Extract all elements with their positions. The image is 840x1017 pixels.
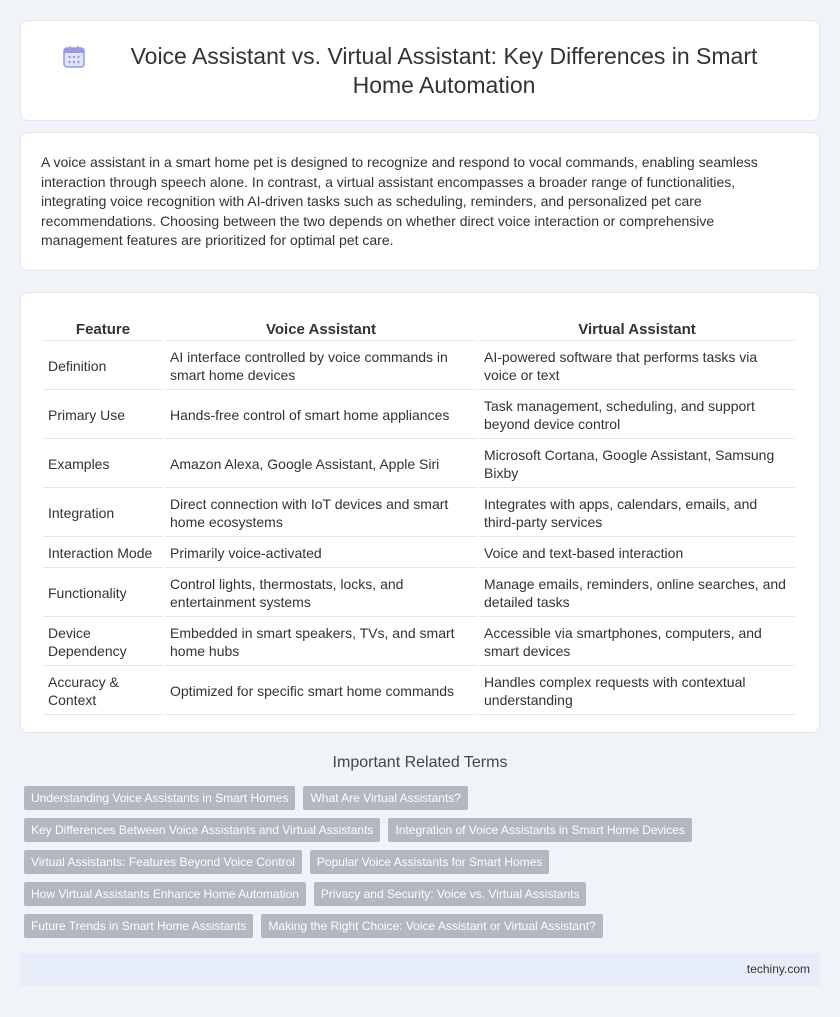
tag-row [24,882,824,906]
table-cell-feature: Definition [43,343,163,390]
related-terms-list [24,786,824,946]
table-cell-feature: Interaction Mode [43,539,163,568]
table-cell-virtual: Voice and text-based interaction [479,539,795,568]
table-cell-voice: Hands-free control of smart home appliances [165,392,477,439]
table-cell-feature: Integration [43,490,163,537]
table-cell-feature: Examples [43,441,163,488]
related-term-link[interactable]: Integration of Voice Assistants in Smart Home Devices [388,818,691,842]
tag-row [24,786,824,810]
column-header-feature: Feature [43,318,163,341]
column-header-voice-assistant: Voice Assistant [165,318,477,341]
intro-paragraph: A voice assistant in a smart home pet is designed to recognize and respond to vocal commands, enabling seamless interaction through speech alone. In contrast, a virtual assistant encompasses a broader range of functionalities, integrating voice recognition with AI-driven tasks such as scheduling, reminders, and personalized pet care recommendations. Choosing between the two depends on whether direct voice interaction or comprehensive management features are prioritized for optimal pet care. [41,154,758,249]
table-row [43,570,795,617]
table-cell-feature: Functionality [43,570,163,617]
table-row [43,619,795,666]
table-cell-virtual: Handles complex requests with contextual understanding [479,668,795,715]
comparison-table [41,316,797,717]
table-header-row [43,318,795,341]
table-cell-virtual: Manage emails, reminders, online searches, and detailed tasks [479,570,795,617]
table-cell-virtual: AI-powered software that performs tasks via voice or text [479,343,795,390]
header-inner [61,42,779,100]
table-row [43,490,795,537]
comparison-table-card [20,292,820,733]
intro-card [20,132,820,271]
table-row [43,668,795,715]
header-card [20,20,820,121]
related-term-link[interactable]: Popular Voice Assistants for Smart Homes [310,850,549,874]
calendar-icon [61,44,87,70]
table-cell-feature: Accuracy & Context [43,668,163,715]
footer [20,953,820,986]
table-cell-virtual: Task management, scheduling, and support beyond device control [479,392,795,439]
related-term-link[interactable]: Understanding Voice Assistants in Smart Homes [24,786,295,810]
table-cell-virtual: Accessible via smartphones, computers, and smart devices [479,619,795,666]
related-term-link[interactable]: Privacy and Security: Voice vs. Virtual Assistants [314,882,587,906]
table-cell-feature: Device Dependency [43,619,163,666]
related-term-link[interactable]: Making the Right Choice: Voice Assistant or Virtual Assistant? [261,914,602,938]
related-term-link[interactable]: Virtual Assistants: Features Beyond Voice Control [24,850,302,874]
table-cell-virtual: Integrates with apps, calendars, emails, and third-party services [479,490,795,537]
related-term-link[interactable]: What Are Virtual Assistants? [303,786,468,810]
related-terms-title: Important Related Terms [332,754,508,771]
tag-row [24,818,824,842]
table-cell-feature: Primary Use [43,392,163,439]
table-cell-voice: Embedded in smart speakers, TVs, and smart home hubs [165,619,477,666]
table-row [43,441,795,488]
table-cell-virtual: Microsoft Cortana, Google Assistant, Samsung Bixby [479,441,795,488]
column-header-virtual-assistant: Virtual Assistant [479,318,795,341]
table-cell-voice: Control lights, thermostats, locks, and entertainment systems [165,570,477,617]
related-term-link[interactable]: How Virtual Assistants Enhance Home Automation [24,882,306,906]
table-row [43,343,795,390]
tag-row [24,914,824,938]
table-row [43,392,795,439]
table-cell-voice: Optimized for specific smart home commands [165,668,477,715]
table-cell-voice: AI interface controlled by voice commands in smart home devices [165,343,477,390]
related-term-link[interactable]: Future Trends in Smart Home Assistants [24,914,253,938]
tag-row [24,850,824,874]
table-row [43,539,795,568]
table-cell-voice: Direct connection with IoT devices and smart home ecosystems [165,490,477,537]
footer-site-link[interactable]: techiny.com [746,962,810,976]
table-cell-voice: Amazon Alexa, Google Assistant, Apple Siri [165,441,477,488]
page-title: Voice Assistant vs. Virtual Assistant: Key Differences in Smart Home Automation [130,42,758,98]
table-cell-voice: Primarily voice-activated [165,539,477,568]
related-term-link[interactable]: Key Differences Between Voice Assistants and Virtual Assistants [24,818,380,842]
